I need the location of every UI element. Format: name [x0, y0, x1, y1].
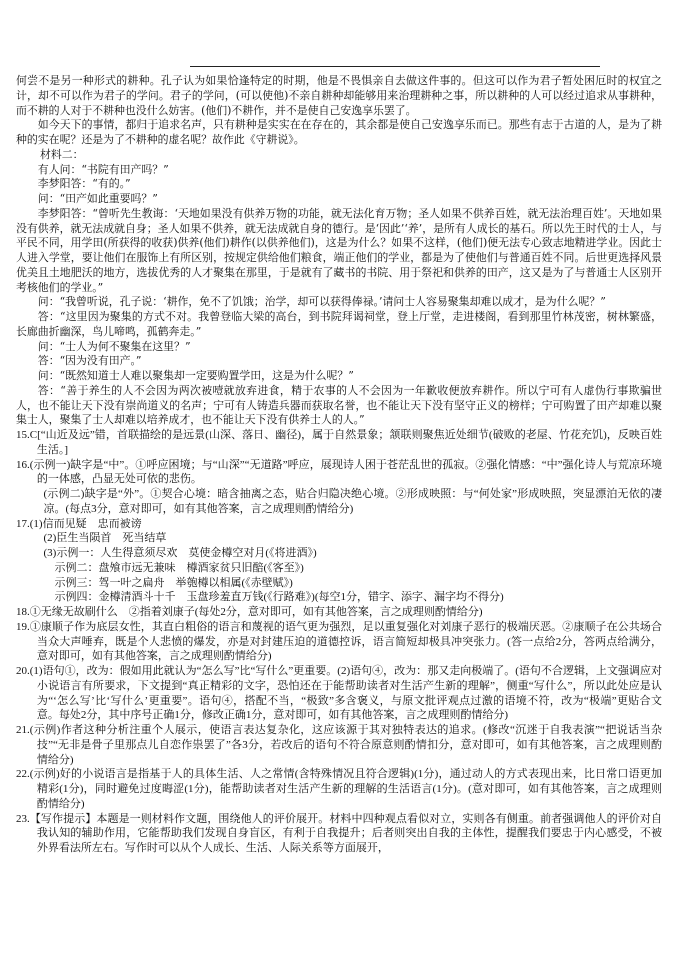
- question-number: 22.: [16, 768, 30, 781]
- answer-text: C[“山近及远”错，首联描绘的是远景(山深、落日、幽径)，属于自然景象；颔联则聚焦近处细节(破败的老屋、竹花充饥)，反映百姓生活。]: [29, 429, 662, 456]
- answer-text: 示例二：盘飧市远无兼味 樽酒家贫只旧醅(《客至》): [54, 561, 304, 574]
- answer-example: [16, 576, 662, 591]
- answer-item-19: [16, 620, 662, 664]
- answer-item-22: [16, 767, 662, 811]
- answer-text: (示例)作者这种分析注重个人展示，使语言表达复杂化，这应该源于其对独特表达的追求。(修改“沉迷于自我表演”“把说话当杂技”“无非是骨子里那点儿自恋作祟罢了”各3分，若改后的语句不符合原意则酌情扣分，意对即可，如有其他答案，言之成理则酌情给分): [29, 724, 662, 766]
- answer-item-20: [16, 664, 662, 723]
- question-number: 19.: [16, 620, 30, 633]
- question-number: 17.: [16, 517, 30, 530]
- dialogue-line: 答：“因为没有田产。”: [37, 354, 142, 368]
- dialogue-line: 问：“田产如此重要吗？”: [37, 192, 158, 205]
- answer-example: [16, 590, 662, 605]
- question-number: 16.: [16, 458, 30, 471]
- dialogue-line: 问：“既然知道士人难以聚集却一定要购置学田，这是为什么呢？”: [37, 369, 354, 382]
- answer-text: (示例一)缺字是“中”。①呼应困境；与“山深”“无道路”呼应，展现诗人困于苍茫乱世的孤寂。②强化情感：“中”强化诗人与荒凉环境的一体感，凸显无处可依的悲伤。: [29, 458, 662, 486]
- answer-text: 示例三：驾一叶之扁舟 举匏樽以相属(《赤壁赋》): [54, 576, 293, 589]
- question-number: 15.: [16, 429, 30, 441]
- question-number: 20.: [16, 665, 30, 677]
- dialogue-line: 有人问：“书院有田产吗？”: [37, 162, 169, 176]
- answer-text: (2)臣生当陨首 死当结草: [43, 532, 167, 545]
- dialogue-line: 问：“士人为何不聚集在这里？”: [37, 339, 191, 353]
- passage: [16, 74, 662, 428]
- answer-text: (1)信而见疑 忠而被谤: [29, 517, 142, 530]
- answer-item-16: [16, 458, 662, 488]
- answer-example: [16, 561, 662, 576]
- dialogue-paragraph: 答：“善于养生的人不会因为两次被噎就放弃进食，精于农事的人不会因为一年歉收便放弃耕作。所以宁可有人虚伪行事欺骗世人，也不能让天下没有崇尚道义的名声；宁可有人铸造兵器而获取名誉，也不能让天下没有坚守正义的榜样；宁可购置了田产却难以聚集士人，聚集了士人却难以培养成才，也不能让天下没有供养士人的人。”: [16, 383, 662, 427]
- header-rule: [190, 66, 600, 67]
- passage-paragraph: 如今天下的事情，都归于追求名声，只有耕种是实实在在存在的，其余都是使自己安逸享乐而已。那些有志于古道的人，是为了耕种的实在呢？还是为了不耕种的虚名呢？故作此《守耕说》。: [16, 118, 662, 146]
- answer-item-18: [16, 605, 662, 620]
- dialogue-paragraph: 李梦阳答：“曾听先生教诲：‘天地如果没有供养万物的功能，就无法化育万物；圣人如果不供养百姓，就无法治理百姓’。天地如果没有供养，就无法成就自身；圣人如果不供养，就无法成就自身的德行。是‘因此’‘养’，是所有人成长的基石。所以先王时代的士人，与平民不同，用学田(所获得的收获)供养(他们)耕作(以供养他们)，这是为什么？如果不这样，(他们)便无法专心致志地精进学业。因此士人进入学堂，要让他们在服饰上有所区别，按规定供给他们粮食，端正他们的学业，都是为了使他们与普通百姓不同。后世更选择风景优美且土地肥沃的地方，选拔优秀的人才聚集在那里，于是就有了藏书的书院、用于祭祀和供养的田产，这又是为了与普通士人区别开考核他们的学业。”: [16, 206, 662, 294]
- answer-text: ①康顺子作为底层女性，其直白粗俗的语言和蔑视的语气更为强烈，足以重复强化对刘康子恶行的极端厌恶。②康顺子在公共场合当众大声唾弃，既是个人悲愤的爆发，亦是对封建压迫的道德控诉，语言简短却极具冲突张力。(答一点给2分，答两点给满分，意对即可，如有其他答案，言之成理则酌情给分): [29, 620, 662, 663]
- answer-item-17: [16, 517, 662, 532]
- answer-text: 示例四：金樽清酒斗十千 玉盘珍羞直万钱(《行路难》)(每空1分，错字、添字、漏字均不得分): [54, 591, 504, 604]
- answer-item-23: [16, 812, 662, 856]
- answer-key: [16, 428, 662, 856]
- question-number: 21.: [16, 724, 30, 736]
- dialogue-paragraph: 答：“这里因为聚集的方式不对。我曾登临大梁的高台，到书院拜谒祠堂，登上厅堂，走进楼阁，看到那里竹林茂密，树林繁盛，长廊曲折幽深，鸟儿啼鸣，孤鹤奔走。”: [16, 310, 662, 338]
- answer-text: (3)示例一：人生得意须尽欢 莫使金樽空对月(《将进酒》): [43, 547, 317, 559]
- answer-text: (示例二)缺字是“外”。①契合心境：暗含抽离之态，贴合归隐决绝心境。②形成映照：与“何处家”形成映照，突显漂泊无依的凄凉。(每点3分，意对即可，如有其他答案，言之成理则酌情给分): [43, 488, 662, 515]
- answer-item-16-alt: [16, 487, 662, 517]
- answer-text: (1)语句①，改为：假如用此就认为“怎么写”比“写什么”更重要。(2)语句④，改为：那又走向极端了。(语句不合逻辑，上文强调应对小说语言有所要求，下文提到“真正精彩的文字，恐怕还在于能帮助读者对生活产生新的理解”，侧重“写什么”，所以此处应是认为“‘怎么写’比‘写什么’更重要”。语句④，搭配不当，“极致”多含褒义，与原文批评观点过激的语境不符，改为“极端”更贴合文意。每处2分，其中序号正确1分，修改正确1分，意对即可，如有其他答案，言之成理则酌情给分): [29, 665, 662, 722]
- material-heading: 材料二：: [39, 147, 84, 161]
- answer-text: (示例)好的小说语言是指基于人的具体生活、人之常情(含特殊情况且符合逻辑)(1分)，通过动人的方式表现出来，比日常口语更加精彩(1分)，同时避免过度晦涩(1分)，能帮助读者对生活产生新的理解的生活语言(1分)。(意对即可，如有其他答案，言之成理则酌情给分): [29, 768, 662, 810]
- question-number: 18.: [16, 606, 30, 618]
- document-page: [16, 74, 662, 856]
- dialogue-line: 李梦阳答：“有的。”: [37, 177, 131, 191]
- answer-subitem: [16, 546, 662, 561]
- answer-item-21: [16, 723, 662, 767]
- answer-text: 【写作提示】本题是一则材料作文题，围绕他人的评价展开。材料中四种观点看似对立，实则各有侧重。前者强调他人的评价对自我认知的辅助作用，它能帮助我们发现自身盲区，有利于自我提升；后者则突出自我的主体性，提醒我们要忠于内心感受，不被外界看法所左右。写作时可以从个人成长、生活、人际关系等方面展开，: [29, 812, 662, 854]
- question-number: 23.: [16, 812, 30, 825]
- answer-item-15: [16, 428, 662, 458]
- answer-subitem: [16, 531, 662, 546]
- dialogue-paragraph: 问：“我曾听说，孔子说：‘耕作，免不了饥饿；治学，却可以获得俸禄。’请问士人容易聚集却难以成才，是为什么呢？”: [37, 295, 606, 309]
- answer-text: ①无缘无故刷什么 ②指着刘康子(每处2分，意对即可，如有其他答案，言之成理则酌情给分): [29, 606, 483, 618]
- passage-paragraph: 何尝不是另一种形式的耕种。孔子认为如果恰逢特定的时期，他是不畏惧亲自去做这件事的。但这可以作为君子暂处困厄时的权宜之计，却不可以作为君子的学问。君子的学问，(可以使他)不亲自耕种却能够用来治理耕种之事，所以耕种的人可以经过追求从事耕种，而不耕的人对于不耕种也没什么妨害。(他们)不耕作，并不是使自己安逸享乐罢了。: [16, 74, 662, 117]
